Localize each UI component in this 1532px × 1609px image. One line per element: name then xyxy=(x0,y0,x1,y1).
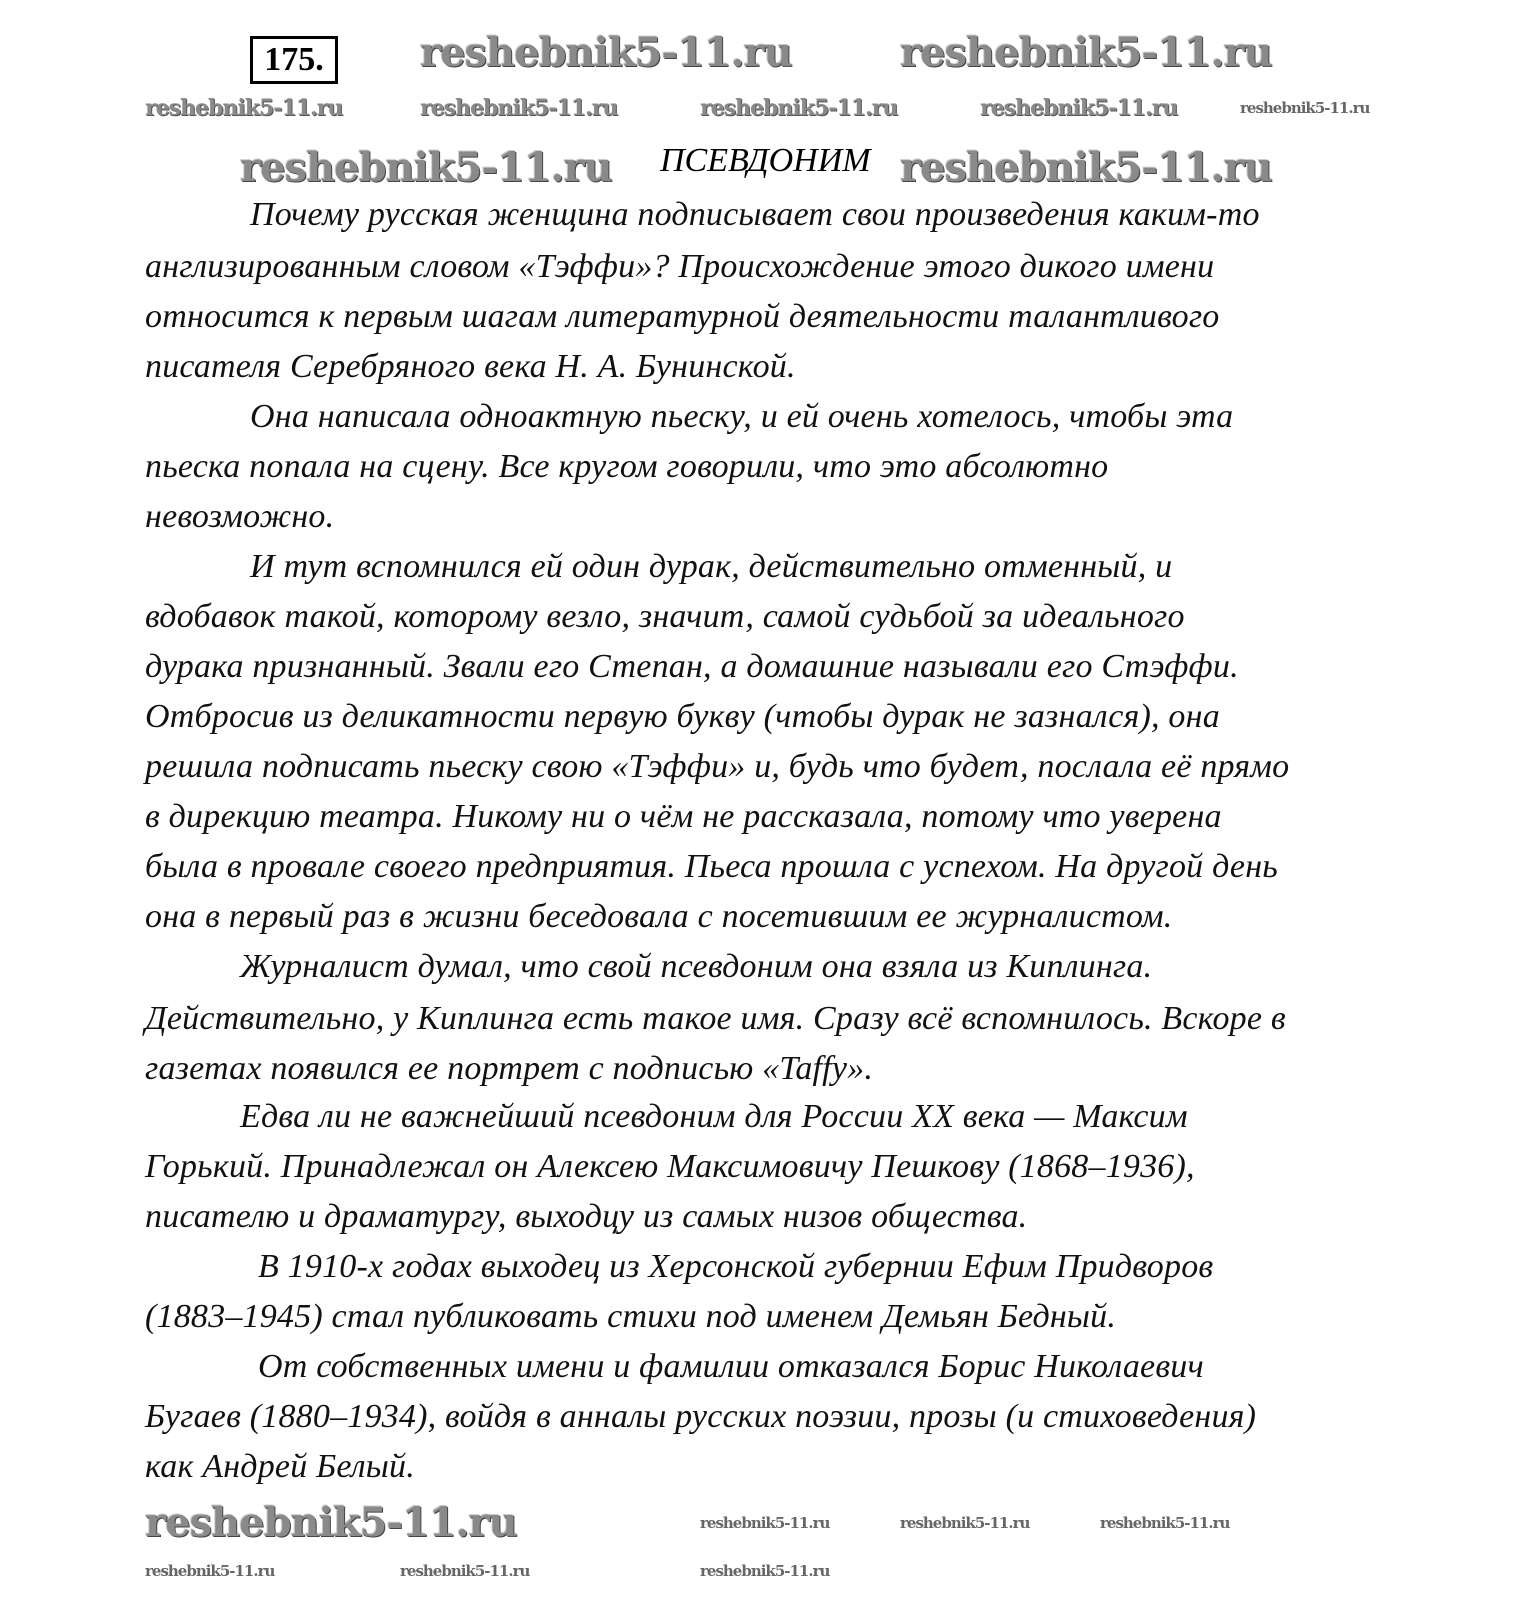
watermark: reshebnik5-11.ru xyxy=(145,95,343,121)
watermark: reshebnik5-11.ru xyxy=(400,1562,530,1580)
text-line: решила подписать пьеску свою «Тэффи» и, будь что будет, послала её прямо xyxy=(145,748,1290,785)
text-line: в дирекцию театра. Никому ни о чём не рассказала, потому что уверена xyxy=(145,798,1222,835)
watermark: reshebnik5-11.ru xyxy=(700,95,898,121)
watermark: reshebnik5-11.ru xyxy=(1240,99,1370,117)
text-line: дурака признанный. Звали его Степан, а домашние называли его Стэффи. xyxy=(145,648,1239,685)
text-line: газетах появился ее портрет с подписью «Taffy». xyxy=(145,1050,874,1087)
watermark: reshebnik5-11.ru xyxy=(145,1499,517,1546)
text-line: писателю и драматургу, выходцу из самых низов общества. xyxy=(145,1198,1028,1235)
watermark: reshebnik5-11.ru xyxy=(700,1562,830,1580)
text-line: Она написала одноактную пьеску, и ей очень хотелось, чтобы эта xyxy=(250,398,1234,435)
text-line: Горький. Принадлежал он Алексею Максимовичу Пешкову (1868–1936), xyxy=(145,1148,1195,1185)
text-line: относится к первым шагам литературной деятельности талантливого xyxy=(145,298,1220,335)
watermark: reshebnik5-11.ru xyxy=(240,144,612,191)
watermark: reshebnik5-11.ru xyxy=(1100,1514,1230,1532)
watermark: reshebnik5-11.ru xyxy=(900,144,1272,191)
text-line: писателя Серебряного века Н. А. Бунинской. xyxy=(145,348,796,385)
text-line: пьеска попала на сцену. Все кругом говорили, что это абсолютно xyxy=(145,448,1109,485)
exercise-number: 175. xyxy=(250,36,338,84)
text-line: И тут вспомнился ей один дурак, действительно отменный, и xyxy=(250,548,1173,585)
watermark: reshebnik5-11.ru xyxy=(980,95,1178,121)
text-line: как Андрей Белый. xyxy=(145,1448,415,1485)
text-line: Действительно, у Киплинга есть такое имя. Сразу всё вспомнилось. Вскоре в xyxy=(145,1000,1286,1037)
watermark: reshebnik5-11.ru xyxy=(900,29,1272,76)
text-line: От собственных имени и фамилии отказался Борис Николаевич xyxy=(258,1348,1204,1385)
watermark: reshebnik5-11.ru xyxy=(145,1562,275,1580)
text-line: В 1910-х годах выходец из Херсонской губернии Ефим Придворов xyxy=(258,1248,1214,1285)
text-line: была в провале своего предприятия. Пьеса прошла с успехом. На другой день xyxy=(145,848,1278,885)
text-line: Едва ли не важнейший псевдоним для России XX века — Максим xyxy=(240,1098,1188,1135)
text-line: англизированным словом «Тэффи»? Происхождение этого дикого имени xyxy=(145,248,1215,285)
text-line: она в первый раз в жизни беседовала с посетившим ее журналистом. xyxy=(145,898,1173,935)
text-line: невозможно. xyxy=(145,498,335,535)
watermark: reshebnik5-11.ru xyxy=(900,1514,1030,1532)
text-title: ПСЕВДОНИМ xyxy=(660,142,871,179)
watermark: reshebnik5-11.ru xyxy=(420,95,618,121)
watermark: reshebnik5-11.ru xyxy=(420,29,792,76)
text-line: вдобавок такой, которому везло, значит, самой судьбой за идеального xyxy=(145,598,1185,635)
text-line: Отбросив из деликатности первую букву (чтобы дурак не зазнался), она xyxy=(145,698,1220,735)
text-line: Журналист думал, что свой псевдоним она взяла из Киплинга. xyxy=(240,948,1153,985)
text-line: Почему русская женщина подписывает свои произведения каким-то xyxy=(250,196,1260,233)
text-line: (1883–1945) стал публиковать стихи под именем Демьян Бедный. xyxy=(145,1298,1117,1335)
text-line: Бугаев (1880–1934), войдя в анналы русских поэзии, прозы (и стиховедения) xyxy=(145,1398,1257,1435)
watermark: reshebnik5-11.ru xyxy=(700,1514,830,1532)
